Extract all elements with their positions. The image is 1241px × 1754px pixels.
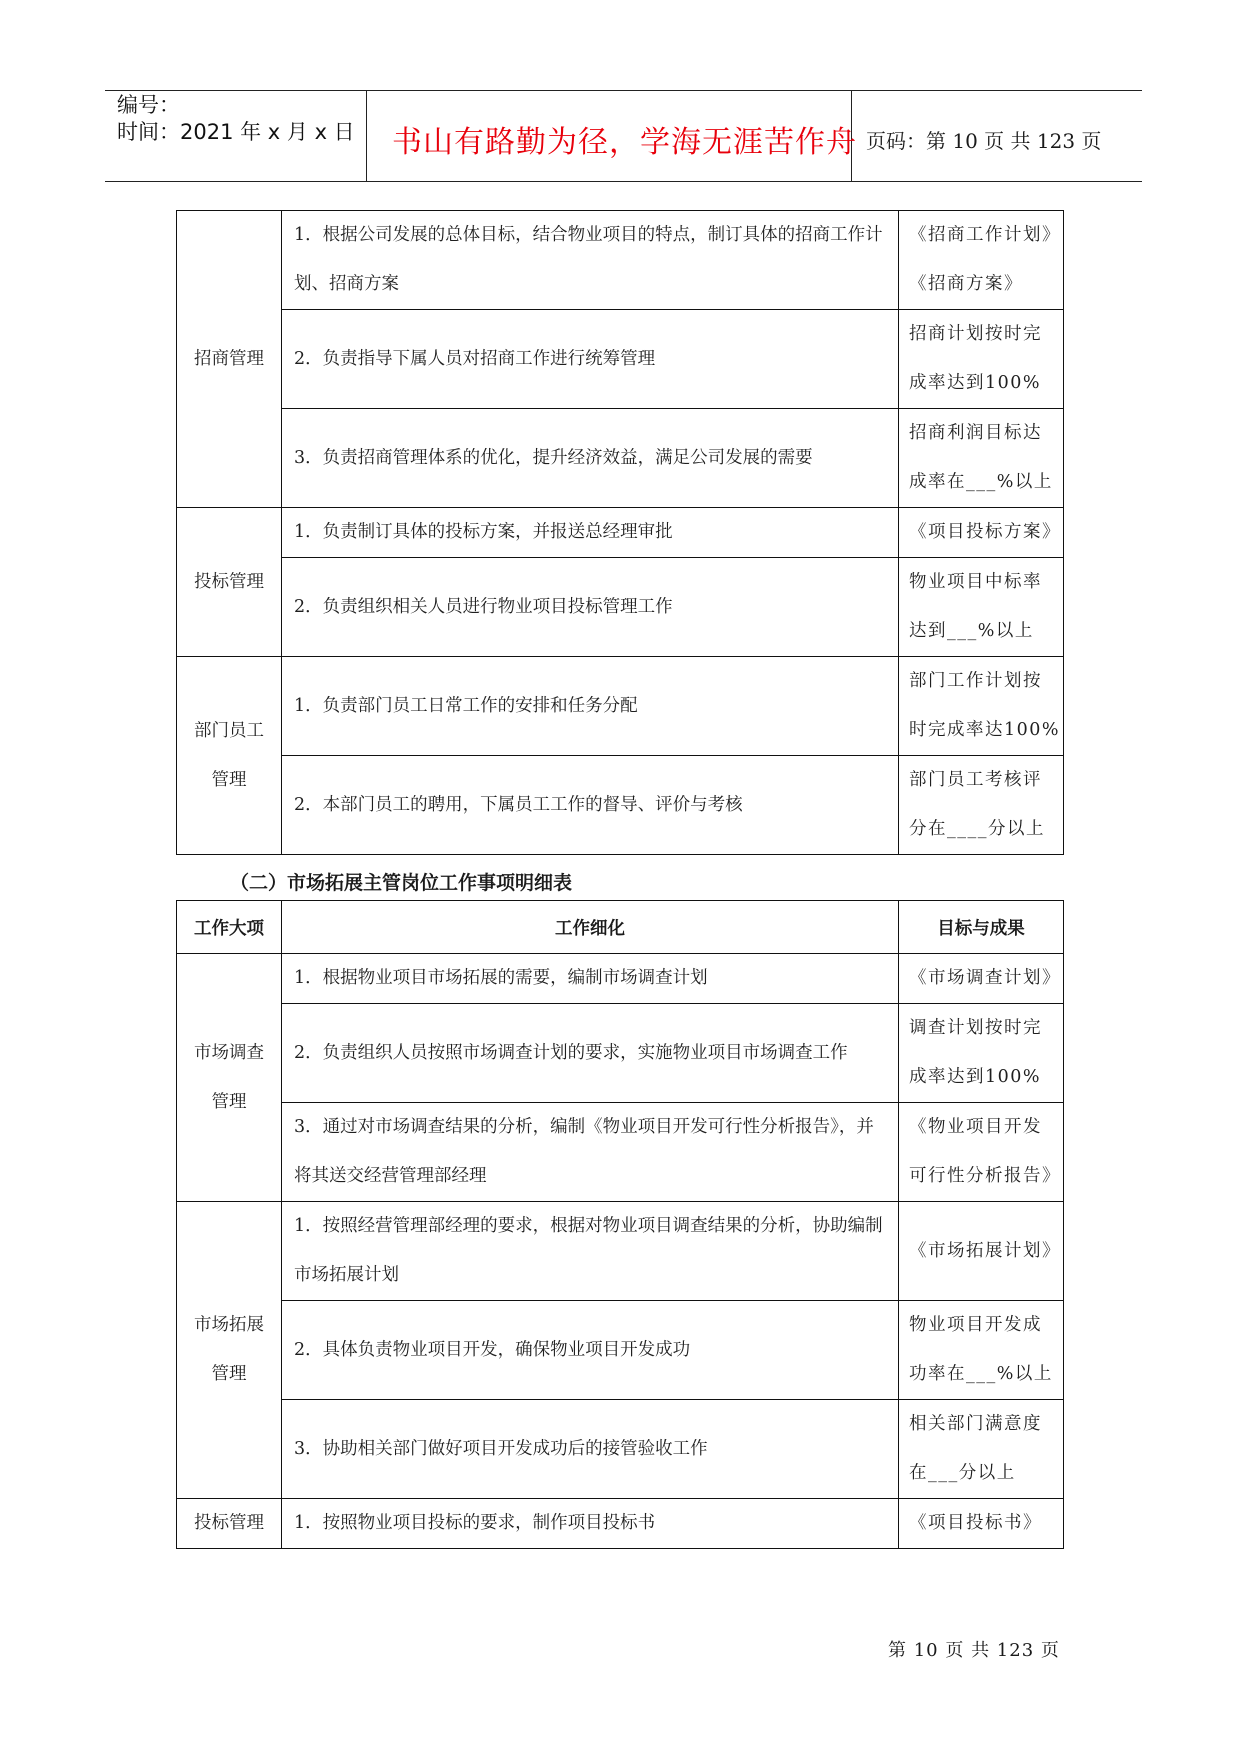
result-cell: 部门工作计划按 时完成率达100%: [899, 657, 1064, 756]
detail-cell: 1．负责部门员工日常工作的安排和任务分配: [282, 657, 899, 756]
category-cell: 市场拓展 管理: [177, 1202, 282, 1499]
category-cell: 投标管理: [177, 1499, 282, 1549]
detail-cell: 1．按照物业项目投标的要求，制作项目投标书: [282, 1499, 899, 1549]
document-number-label: 编号：: [117, 93, 180, 117]
detail-cell: 1．负责制订具体的投标方案，并报送总经理审批: [282, 508, 899, 558]
category-cell: 招商管理: [177, 211, 282, 508]
table-row: [177, 657, 1064, 756]
header-top-rule: [105, 90, 1142, 91]
table-row: [177, 508, 1064, 558]
header-page-label: 页码：第 10 页 共 123 页: [866, 129, 1102, 153]
table-row: [177, 1004, 1064, 1103]
detail-cell: 3．负责招商管理体系的优化，提升经济效益，满足公司发展的需要: [282, 409, 899, 508]
column-header: 目标与成果: [899, 901, 1064, 954]
table-row: [177, 1499, 1064, 1549]
detail-cell: 1．根据公司发展的总体目标，结合物业项目的特点，制订具体的招商工作计划、招商方案: [282, 211, 899, 310]
result-cell: 物业项目中标率 达到___%以上: [899, 558, 1064, 657]
result-cell: 《项目投标书》: [899, 1499, 1064, 1549]
detail-cell: 2．负责组织人员按照市场调查计划的要求，实施物业项目市场调查工作: [282, 1004, 899, 1103]
detail-cell: 3．协助相关部门做好项目开发成功后的接管验收工作: [282, 1400, 899, 1499]
category-cell: 部门员工 管理: [177, 657, 282, 855]
column-header: 工作细化: [282, 901, 899, 954]
header-motto: 书山有路勤为径，学海无涯苦作舟: [392, 125, 857, 160]
header-bottom-rule: [105, 181, 1142, 182]
detail-cell: 3．通过对市场调查结果的分析，编制《物业项目开发可行性分析报告》，并将其送交经营管理部经理: [282, 1103, 899, 1202]
detail-cell: 1．按照经营管理部经理的要求，根据对物业项目调查结果的分析，协助编制市场拓展计划: [282, 1202, 899, 1301]
result-cell: 相关部门满意度 在___分以上: [899, 1400, 1064, 1499]
detail-cell: 2．本部门员工的聘用，下属员工工作的督导、评价与考核: [282, 756, 899, 855]
result-cell: 部门员工考核评 分在____分以上: [899, 756, 1064, 855]
result-cell: 《招商工作计划》 《招商方案》: [899, 211, 1064, 310]
table-row: [177, 1202, 1064, 1301]
result-cell: 物业项目开发成 功率在___%以上: [899, 1301, 1064, 1400]
table-row: [177, 756, 1064, 855]
table-row: [177, 1400, 1064, 1499]
result-cell: 《市场拓展计划》: [899, 1202, 1064, 1301]
category-cell: 投标管理: [177, 508, 282, 657]
table-row: [177, 1301, 1064, 1400]
duty-table-1: [176, 210, 1064, 855]
header-divider-left: [366, 90, 367, 182]
category-cell: 市场调查 管理: [177, 954, 282, 1202]
result-cell: 《项目投标方案》: [899, 508, 1064, 558]
table-row: [177, 211, 1064, 310]
duty-table-2: [176, 900, 1064, 1549]
table-row: [177, 558, 1064, 657]
document-time-label: 时间：2021 年 x 月 x 日: [117, 120, 355, 144]
result-cell: 《物业项目开发 可行性分析报告》: [899, 1103, 1064, 1202]
table-row: [177, 1103, 1064, 1202]
detail-cell: 2．负责组织相关人员进行物业项目投标管理工作: [282, 558, 899, 657]
detail-cell: 2．负责指导下属人员对招商工作进行统筹管理: [282, 310, 899, 409]
section-title: （二）市场拓展主管岗位工作事项明细表: [230, 872, 573, 894]
result-cell: 招商计划按时完 成率达到100%: [899, 310, 1064, 409]
detail-cell: 1．根据物业项目市场拓展的需要，编制市场调查计划: [282, 954, 899, 1004]
result-cell: 《市场调查计划》: [899, 954, 1064, 1004]
page-footer: 第 10 页 共 123 页: [888, 1640, 1060, 1661]
table-row: [177, 954, 1064, 1004]
result-cell: 调查计划按时完 成率达到100%: [899, 1004, 1064, 1103]
table-row: [177, 310, 1064, 409]
detail-cell: 2．具体负责物业项目开发，确保物业项目开发成功: [282, 1301, 899, 1400]
table-row: [177, 409, 1064, 508]
column-header: 工作大项: [177, 901, 282, 954]
result-cell: 招商利润目标达 成率在___%以上: [899, 409, 1064, 508]
table-header-row: [177, 901, 1064, 954]
